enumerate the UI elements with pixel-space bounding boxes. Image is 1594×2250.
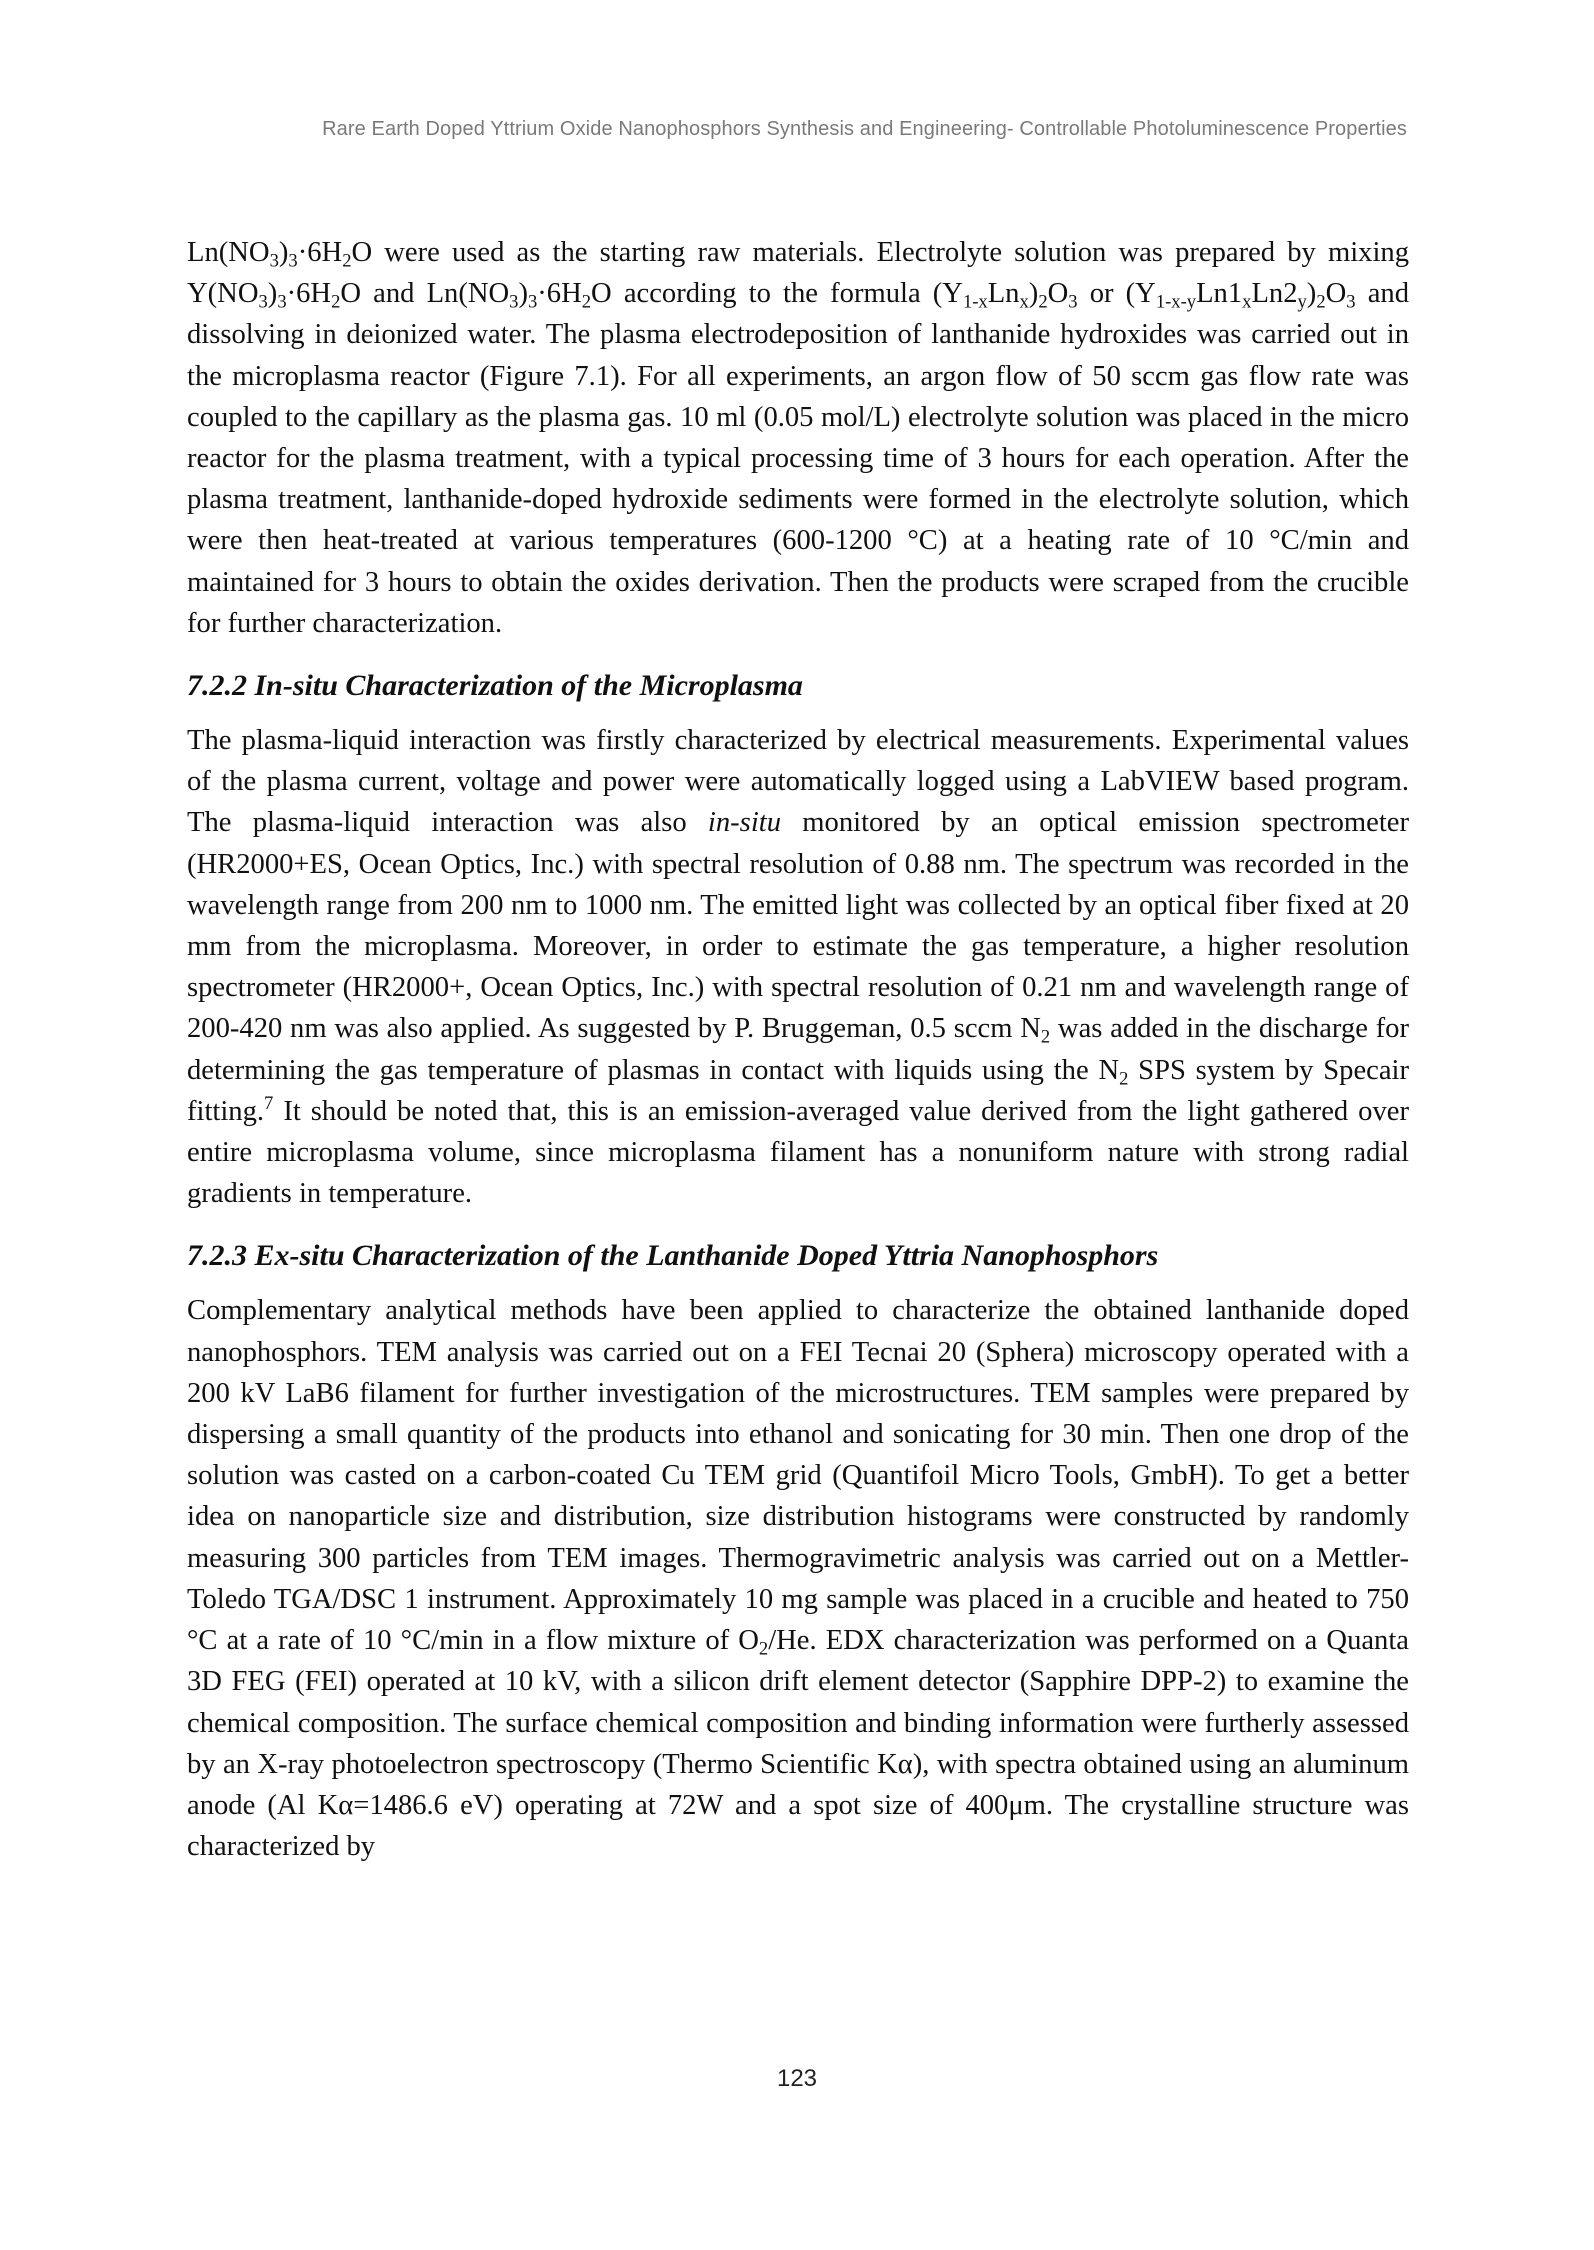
section-heading-722: 7.2.2 In-situ Characterization of the Microplasma <box>187 669 803 703</box>
paragraph-ex-situ: Complementary analytical methods have been applied to characterize the obtained lanthanide doped nanophosphors. TEM analysis was carried out on a FEI Tecnai 20 (Sphera) microscopy operated with a 200 kV LaB6 filament for further investigation of the microstructures. TEM samples were prepared by dispersing a small quantity of the products into ethanol and sonicating for 30 min. Then one drop of the solution was casted on a carbon-coated Cu TEM grid (Quantifoil Micro Tools, GmbH). To get a better idea on nanoparticle size and distribution, size distribution histograms were constructed by randomly measuring 300 particles from TEM images. Thermogravimetric analysis was carried out on a Mettler-Toledo TGA/DSC 1 instrument. Approximately 10 mg sample was placed in a crucible and heated to 750 °C at a rate of 10 °C/min in a flow mixture of $O_2/He$. EDX characterization was performed on a Quanta 3D FEG (FEI) operated at 10 kV, with a silicon drift element detector (Sapphire DPP-2) to examine the chemical composition. The surface chemical composition and binding information were furtherly assessed by an X-ray photoelectron spectroscopy (Thermo Scientific Kα), with spectra obtained using an aluminum anode (Al Kα=1486.6 eV) operating at 72W and a spot size of 400μm. The crystalline structure was characterized by <box>187 1295 1409 1863</box>
running-header: Rare Earth Doped Yttrium Oxide Nanophosphors Synthesis and Engineering- Controllable Photoluminescence Properties <box>322 118 1407 140</box>
section-heading-723: 7.2.3 Ex-situ Characterization of the Lanthanide Doped Yttria Nanophosphors <box>187 1239 1159 1273</box>
citation-ref[interactable]: 7 <box>264 1092 274 1114</box>
paragraph-in-situ: The plasma-liquid interaction was firstly characterized by electrical measurements. Experimental values of the plasma current, voltage and power were automatically logged using a LabVIEW based program. The plasma-liquid interaction was also in-situ monitored by an optical emission spectrometer (HR2000+ES, Ocean Optics, Inc.) with spectral resolution of 0.88 nm. The spectrum was recorded in the wavelength range from 200 nm to 1000 nm. The emitted light was collected by an optical fiber fixed at 20 mm from the microplasma. Moreover, in order to estimate the gas temperature, a higher resolution spectrometer (HR2000+, Ocean Optics, Inc.) with spectral resolution of 0.21 nm and wavelength range of 200-420 nm was also applied. As suggested by P. Bruggeman, 0.5 sccm $N_2$ was added in the discharge for determining the gas temperature of plasmas in contact with liquids using the $N_2$ SPS system by Specair fitting.$^7$ It should be noted that, this is an emission-averaged value derived from the light gathered over entire microplasma volume, since microplasma filament has a nonuniform nature with strong radial gradients in temperature. <box>187 725 1409 1210</box>
page-body <box>187 232 1409 1867</box>
paragraph-materials: $Ln(NO_3)_3\cdot 6H_2O$ were used as the starting raw materials. Electrolyte solution was prepared by mixing $Y(NO_3)_3\cdot 6H_2O$ and $Ln(NO_3)_3\cdot 6H_2O$ according to the formula $(Y_{1-x}Ln_x)_2O_3$ or $(Y_{1-x-y}Ln1_xLn2_y)_2O_3$ and dissolving in deionized water. The plasma electrodeposition of lanthanide hydroxides was carried out in the microplasma reactor (Figure 7.1). For all experiments, an argon flow of 50 sccm gas flow rate was coupled to the capillary as the plasma gas. 10 ml (0.05 mol/L) electrolyte solution was placed in the micro reactor for the plasma treatment, with a typical processing time of 3 hours for each operation. After the plasma treatment, lanthanide-doped hydroxide sediments were formed in the electrolyte solution, which were then heat-treated at various temperatures (600-1200 °C) at a heating rate of 10 °C/min and maintained for 3 hours to obtain the oxides derivation. Then the products were scraped from the crucible for further characterization. <box>187 237 1409 639</box>
page-number: 123 <box>776 2065 818 2092</box>
